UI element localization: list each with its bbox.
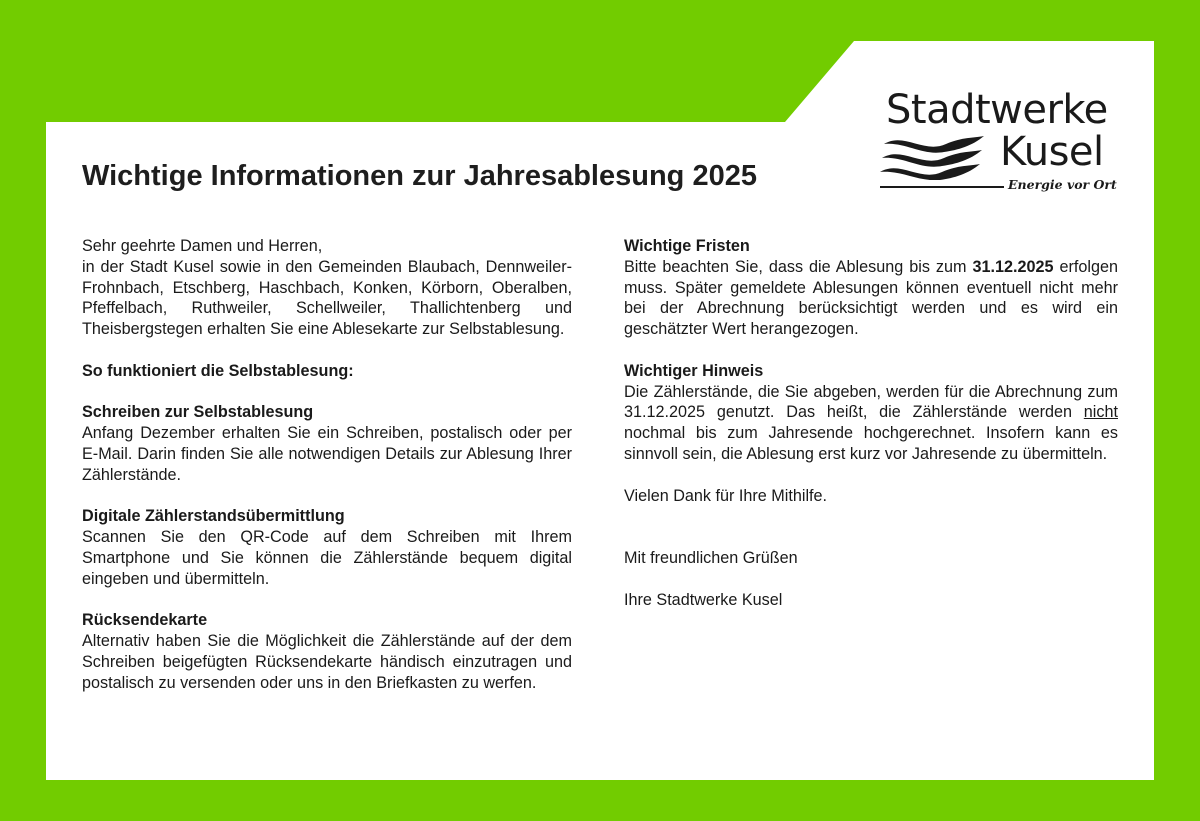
hinweis-text-after: nochmal bis zum Jahresende hochgerechnet. Insofern kann es sinnvoll sein, die Ablesung erst kurz vor Jahresende zu übermitteln. — [624, 424, 1118, 463]
section-heading: Wichtige Fristen — [624, 237, 750, 255]
section-digital — [82, 506, 572, 589]
section-fristen — [624, 236, 1118, 340]
section-ruecksendekarte — [82, 610, 572, 693]
intro-paragraph — [82, 236, 572, 340]
section-heading: Digitale Zählerstandsübermittlung — [82, 507, 345, 526]
section-heading: Wichtiger Hinweis — [624, 361, 764, 380]
left-column — [82, 236, 572, 714]
waves-icon — [878, 134, 990, 180]
right-column — [624, 236, 1118, 631]
hinweis-text-before: Die Zählerstände, die Sie abgeben, werden für die Abrechnung zum 31.12.2025 genutzt. Das heißt, die Zählerstände werden — [624, 382, 1118, 422]
logo-tagline: Energie vor Ort — [1008, 177, 1117, 192]
fristen-text-after: erfolgen muss. Später gemeldete Ablesungen können eventuell nicht mehr bei der Abrechnung berücksichtigt werden und es wird ein geschätzter Wert herangezogen. — [624, 257, 1119, 339]
closing-text: Mit freundlichen Grüßen — [624, 548, 798, 567]
page-title: Wichtige Informationen zur Jahresablesung 2025 — [82, 160, 757, 192]
section-text: Anfang Dezember erhalten Sie ein Schreiben, postalisch oder per E-Mail. Darin finden Sie alle notwendigen Details zur Ablesung Ihrer Zählerstände. — [82, 424, 572, 484]
deadline-date: 31.12.2025 — [972, 257, 1054, 276]
fristen-text-before: Bitte beachten Sie, dass die Ablesung bis zum — [624, 257, 973, 276]
thanks-text: Vielen Dank für Ihre Mithilfe. — [624, 486, 828, 505]
section-hinweis — [624, 361, 1118, 465]
how-heading: So funktioniert die Selbstablesung: — [82, 361, 354, 380]
section-heading: Schreiben zur Selbstablesung — [82, 403, 314, 422]
section-heading: Rücksendekarte — [82, 611, 208, 630]
greeting: Sehr geehrte Damen und Herren, — [82, 237, 323, 255]
hinweis-emphasis: nicht — [1083, 403, 1118, 422]
logo-text-kusel: Kusel — [1000, 129, 1104, 175]
section-text: Alternativ haben Sie die Möglichkeit die Zählerstände auf der dem Schreiben beigefügten Rücksendekarte händisch einzutragen und postalisch zu versenden oder uns in den Briefkasten zu werfen. — [82, 632, 572, 692]
section-schreiben — [82, 402, 572, 485]
intro-text: in der Stadt Kusel sowie in den Gemeinden Blaubach, Dennweiler-Frohnbach, Etschberg, Haschbach, Konken, Körborn, Oberalben, Pfeffelbach, Ruthweiler, Schellweiler, Thallichtenberg und Theisbergstegen erhalten Sie eine Ablesekarte zur Selbstablesung. — [82, 257, 572, 339]
logo-underline — [880, 186, 1004, 188]
logo-text-stadtwerke: Stadtwerke — [886, 87, 1108, 133]
section-text: Scannen Sie den QR-Code auf dem Schreiben mit Ihrem Smartphone und Sie können die Zählerstände bequem digital eingeben und übermitteln. — [82, 528, 572, 588]
stadtwerke-kusel-logo — [878, 86, 1117, 198]
signature-text: Ihre Stadtwerke Kusel — [624, 590, 783, 609]
